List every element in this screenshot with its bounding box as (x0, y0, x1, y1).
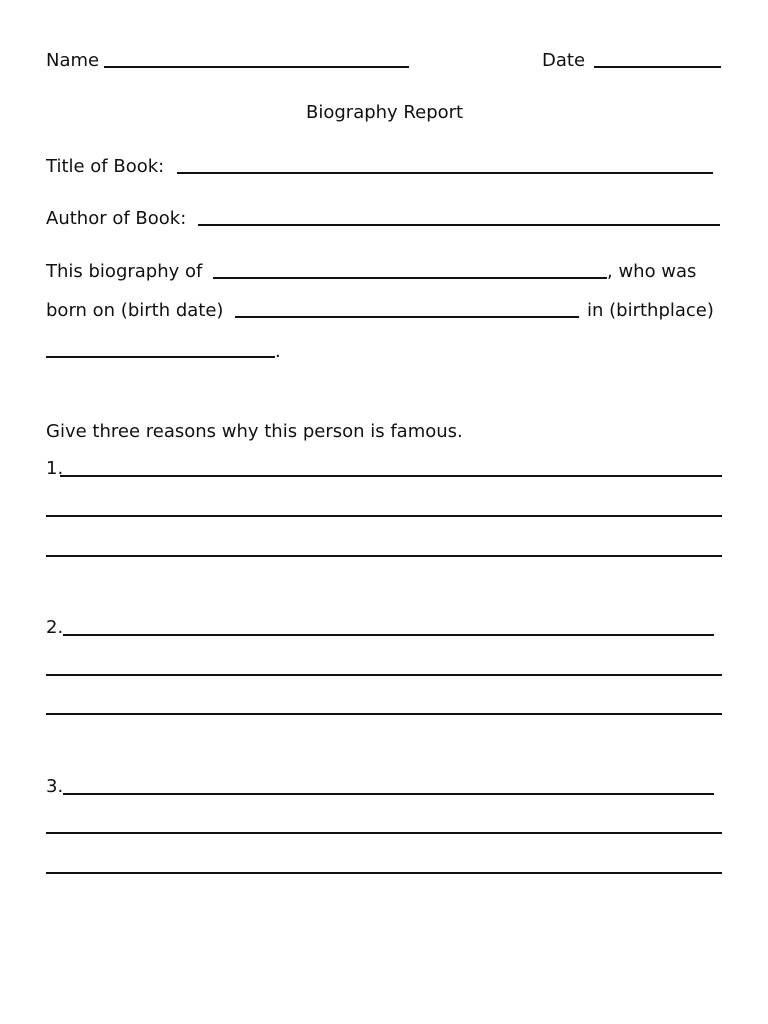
reason-1-line-3[interactable] (46, 555, 722, 557)
author-blank[interactable] (198, 224, 720, 226)
reason-3-number: 3. (46, 776, 64, 797)
reason-2-line-1[interactable] (63, 634, 714, 636)
reason-2-number: 2. (46, 617, 64, 638)
reason-1-line-1[interactable] (60, 475, 722, 477)
born-on-label: born on (birth date) (46, 300, 224, 321)
reason-3-line-2[interactable] (46, 832, 722, 834)
reason-3-line-1[interactable] (63, 793, 714, 795)
book-title-blank[interactable] (177, 172, 713, 174)
date-blank[interactable] (594, 66, 721, 68)
birthplace-label: in (birthplace) (587, 300, 714, 321)
page-title: Biography Report (306, 102, 464, 123)
reason-1-number: 1. (46, 458, 64, 479)
reason-3-line-3[interactable] (46, 872, 722, 874)
birthplace-period: . (275, 341, 281, 362)
name-label: Name (46, 50, 100, 71)
reasons-prompt: Give three reasons why this person is famous. (46, 421, 463, 442)
birthplace-blank[interactable] (46, 356, 275, 358)
bio-subject-blank[interactable] (213, 277, 607, 279)
reason-1-line-2[interactable] (46, 515, 722, 517)
reason-2-line-3[interactable] (46, 713, 722, 715)
bio-prefix-label: This biography of (46, 261, 203, 282)
date-label: Date (542, 50, 586, 71)
book-title-label: Title of Book: (46, 156, 165, 177)
author-label: Author of Book: (46, 208, 187, 229)
birth-date-blank[interactable] (235, 316, 579, 318)
bio-who-was-label: , who was (607, 261, 697, 282)
reason-2-line-2[interactable] (46, 674, 722, 676)
name-blank[interactable] (104, 66, 409, 68)
